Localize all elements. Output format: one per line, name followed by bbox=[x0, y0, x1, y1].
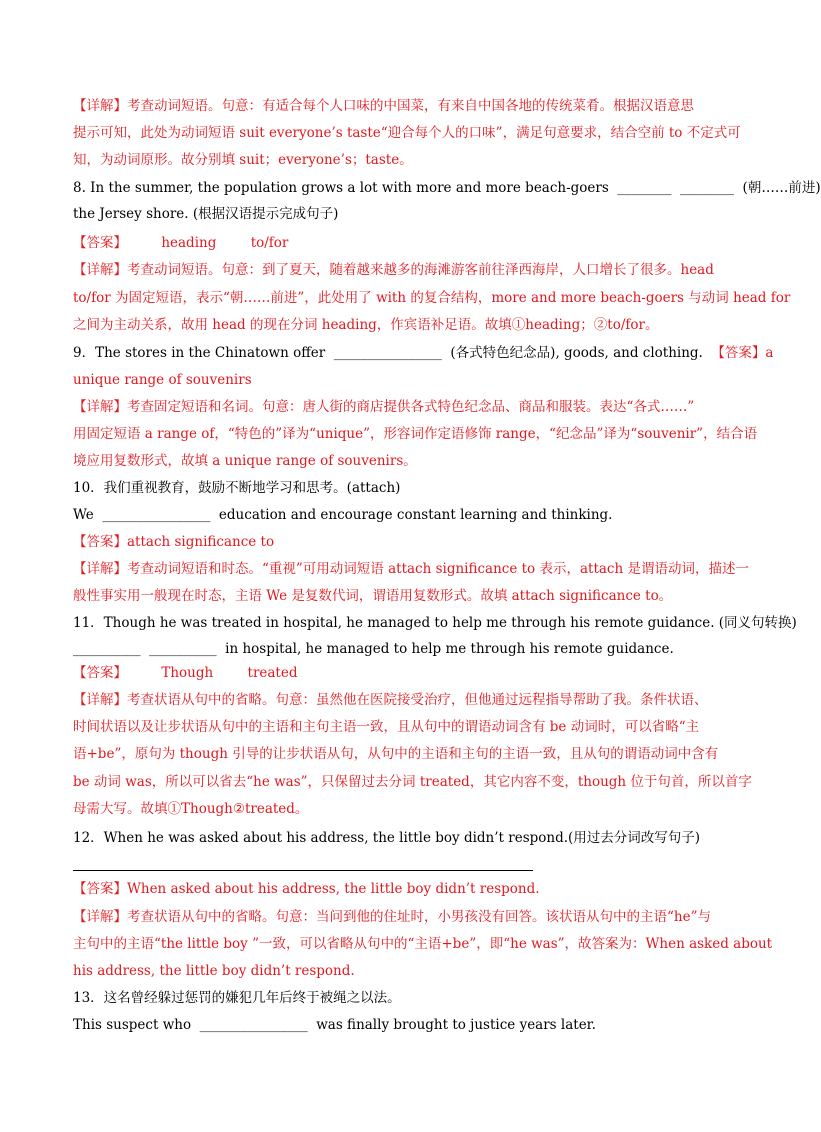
answer-text: 般性事实用一般现在时态，主语 We 是复数代词，谓语用复数形式。故填 attach significance to。 bbox=[73, 588, 673, 604]
text-line bbox=[73, 584, 733, 608]
text-line bbox=[73, 341, 774, 365]
text-line bbox=[73, 395, 733, 419]
text-line bbox=[73, 557, 749, 581]
text-line bbox=[73, 797, 733, 821]
text-line bbox=[73, 1013, 733, 1037]
text-line bbox=[73, 826, 733, 850]
question-text: We ________________ education and encourage constant learning and thinking. bbox=[73, 507, 613, 523]
answer-text: 【答案】 heading to/for bbox=[73, 235, 289, 251]
text-line bbox=[73, 202, 733, 226]
answer-text: 母需大写。故填①Though②treated。 bbox=[73, 801, 309, 817]
question-text: 12．When he was asked about his address, the little boy didn’t respond.(用过去分词改写句子) bbox=[73, 830, 701, 846]
text-line bbox=[73, 368, 733, 392]
answer-text: 提示可知，此处为动词短语 suit everyone’s taste“迎合每个人的口味”，满足句意要求，结合空前 to 不定式可 bbox=[73, 125, 741, 141]
text-line bbox=[73, 637, 733, 661]
answer-text: 主句中的主语“the little boy ”一致，可以省略从句中的“主语+be”，即“he was”，故答案为：When asked about bbox=[73, 936, 773, 952]
answer-text: 之间为主动关系，故用 head 的现在分词 heading，作宾语补足语。故填①heading；②to/for。 bbox=[73, 317, 659, 333]
text-line bbox=[73, 770, 752, 794]
text-line bbox=[73, 313, 733, 337]
answer-text: 知，为动词原形。故分别填 suit；everyone’s；taste。 bbox=[73, 152, 413, 168]
text-line bbox=[73, 286, 791, 310]
answer-text: 境应用复数形式，故填 a unique range of souvenirs。 bbox=[73, 453, 417, 469]
question-text: 10．我们重视教育，鼓励不断地学习和思考。(attach) bbox=[73, 480, 401, 496]
answer-text: 时间状语以及让步状语从句中的主语和主句主语一致，且从句中的谓语动词含有 be 动词时，可以省略“主 bbox=[73, 719, 700, 735]
text-line bbox=[73, 742, 733, 766]
text-line bbox=[73, 932, 773, 956]
text-line bbox=[73, 959, 733, 983]
text-line bbox=[73, 661, 733, 685]
text-line bbox=[73, 503, 733, 527]
text-line bbox=[73, 258, 733, 282]
answer-text: be 动词 was，所以可以省去“he was”，只保留过去分词 treated，其它内容不变，though 位于句首，所以首字 bbox=[73, 774, 752, 790]
answer-blank-line bbox=[73, 870, 533, 871]
answer-text: 【详解】考查动词短语和时态。“重视”可用动词短语 attach significance to 表示，attach 是谓语动词，描述一 bbox=[73, 561, 749, 577]
answer-text: his address, the little boy didn’t respond. bbox=[73, 963, 355, 979]
text-line bbox=[73, 877, 733, 901]
text-line bbox=[73, 715, 733, 739]
answer-text: 【详解】考查状语从句中的省略。句意：当问到他的住址时，小男孩没有回答。该状语从句中的主语“he”与 bbox=[73, 909, 711, 925]
answer-text: to/for 为固定短语，表示“朝……前进”，此处用了 with 的复合结构，more and more beach-goers 与动词 head for bbox=[73, 290, 791, 306]
text-line bbox=[73, 986, 733, 1010]
text-line bbox=[73, 422, 758, 446]
text-line bbox=[73, 121, 741, 145]
text-line bbox=[73, 449, 733, 473]
answer-text: 语+be”，原句为 though 引导的让步状语从句，从句中的主语和主句的主语一致，且从句的谓语动词中含有 bbox=[73, 746, 719, 762]
text-line bbox=[73, 611, 797, 635]
answer-text: 【答案】When asked about his address, the little boy didn’t respond. bbox=[73, 881, 540, 897]
answer-text: 【答案】 Though treated bbox=[73, 665, 298, 681]
text-line bbox=[73, 176, 821, 200]
answer-text: unique range of souvenirs bbox=[73, 372, 252, 388]
text-line bbox=[73, 148, 733, 172]
question-text: 13．这名曾经躲过惩罚的嫌犯几年后终于被绳之以法。 bbox=[73, 990, 401, 1006]
text-line bbox=[73, 231, 733, 255]
answer-text: 【详解】考查动词短语。句意：到了夏天，随着越来越多的海滩游客前往泽西海岸，人口增长了很多。head bbox=[73, 262, 714, 278]
question-text: 9．The stores in the Chinatown offer ________________ (各式特色纪念品), goods, and clothing. bbox=[73, 345, 712, 361]
answer-text: 【详解】考查状语从句中的省略。句意：虽然他在医院接受治疗，但他通过远程指导帮助了我。条件状语、 bbox=[73, 692, 708, 708]
question-text: 11．Though he was treated in hospital, he managed to help me through his remote guidance. (同义句转换) bbox=[73, 615, 797, 631]
question-text: __________ __________ in hospital, he managed to help me through his remote guidance. bbox=[73, 641, 674, 657]
text-line bbox=[73, 476, 733, 500]
question-text: 8. In the summer, the population grows a lot with more and more beach-goers ________ ________ (朝……前进) bbox=[73, 180, 821, 196]
question-text: This suspect who ________________ was finally brought to justice years later. bbox=[73, 1017, 596, 1033]
text-line bbox=[73, 530, 733, 554]
answer-text: 【详解】考查固定短语和名词。句意：唐人街的商店提供各式特色纪念品、商品和服装。表达“各式……” bbox=[73, 399, 695, 415]
answer-text: 【详解】考查动词短语。句意：有适合每个人口味的中国菜，有来自中国各地的传统菜肴。根据汉语意思 bbox=[73, 98, 694, 114]
text-line bbox=[73, 905, 733, 929]
text-line bbox=[73, 94, 733, 118]
question-text: the Jersey shore. (根据汉语提示完成句子) bbox=[73, 206, 339, 222]
answer-text: 【答案】a bbox=[711, 345, 774, 361]
text-line bbox=[73, 688, 733, 712]
answer-text: 用固定短语 a range of，“特色的”译为“unique”，形容词作定语修饰 range，“纪念品”译为“souvenir”，结合语 bbox=[73, 426, 758, 442]
answer-text: 【答案】attach significance to bbox=[73, 534, 275, 550]
